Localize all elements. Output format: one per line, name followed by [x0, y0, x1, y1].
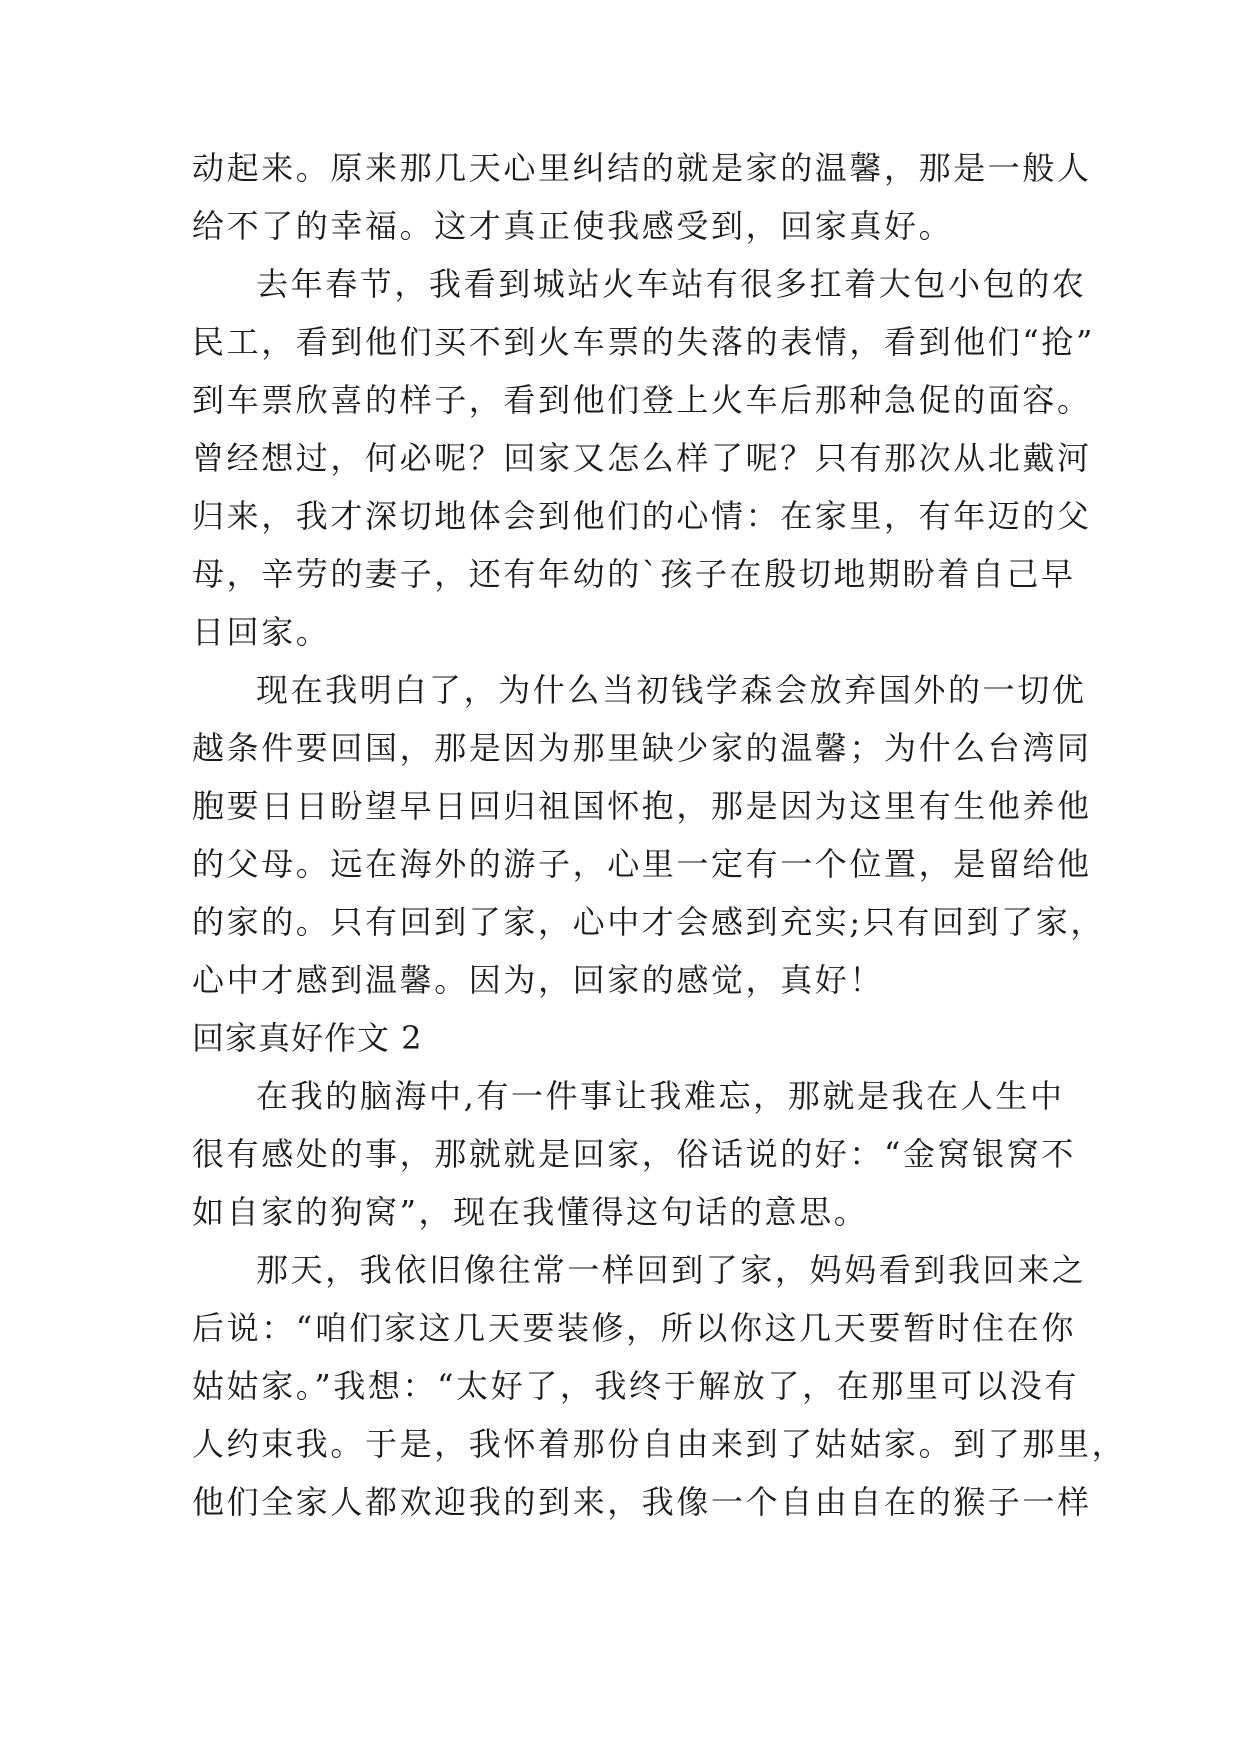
- text-line: 给不了的幸福。这才真正使我感受到，回家真好。: [192, 207, 954, 245]
- text-line: 姑姑家。”我想：“太好了，我终于解放了，在那里可以没有: [192, 1367, 1079, 1405]
- text-line: 很有感处的事，那就就是回家，俗话说的好：“金窝银窝不: [192, 1135, 1076, 1173]
- text-line: 动起来。原来那几天心里纠结的就是家的温馨，那是一般人: [192, 149, 1092, 187]
- text-line: 曾经想过，何必呢？回家又怎么样了呢？只有那次从北戴河: [192, 439, 1092, 477]
- text-line: 到车票欣喜的样子，看到他们登上火车后那种急促的面容。: [192, 381, 1092, 419]
- text-line: 归来，我才深切地体会到他们的心情：在家里，有年迈的父: [192, 497, 1092, 535]
- paragraph-start-line: 那天，我依旧像往常一样回到了家，妈妈看到我回来之: [256, 1251, 1087, 1289]
- text-line: 民工，看到他们买不到火车票的失落的表情，看到他们“抢”: [192, 323, 1095, 361]
- text-line: 人约束我。于是，我怀着那份自由来到了姑姑家。到了那里，: [192, 1425, 1127, 1463]
- text-line: 的父母。远在海外的游子，心里一定有一个位置，是留给他: [192, 845, 1092, 883]
- text-line: 母，辛劳的妻子，还有年幼的`孩子在殷切地期盼着自己早: [192, 555, 1076, 593]
- text-line: 心中才感到温馨。因为，回家的感觉，真好！: [192, 961, 885, 999]
- text-line: 日回家。: [192, 613, 331, 651]
- text-line: 他们全家人都欢迎我的到来，我像一个自由自在的猴子一样: [192, 1483, 1092, 1521]
- text-line: 胞要日日盼望早日回归祖国怀抱，那是因为这里有生他养他: [192, 787, 1092, 825]
- text-line: 后说：“咱们家这几天要装修，所以你这几天要暂时住在你: [192, 1309, 1076, 1347]
- paragraph-start-line: 在我的脑海中,有一件事让我难忘，那就是我在人生中: [256, 1077, 1065, 1115]
- text-line: 如自家的狗窝”，现在我懂得这句话的意思。: [192, 1193, 869, 1231]
- text-line: 越条件要回国，那是因为那里缺少家的温馨；为什么台湾同: [192, 729, 1092, 767]
- text-line: 的家的。只有回到了家，心中才会感到充实;只有回到了家，: [192, 903, 1105, 941]
- paragraph-start-line: 去年春节，我看到城站火车站有很多扛着大包小包的农: [256, 265, 1087, 303]
- section-title: 回家真好作文 2: [192, 1019, 423, 1057]
- paragraph-start-line: 现在我明白了，为什么当初钱学森会放弃国外的一切优: [256, 671, 1087, 709]
